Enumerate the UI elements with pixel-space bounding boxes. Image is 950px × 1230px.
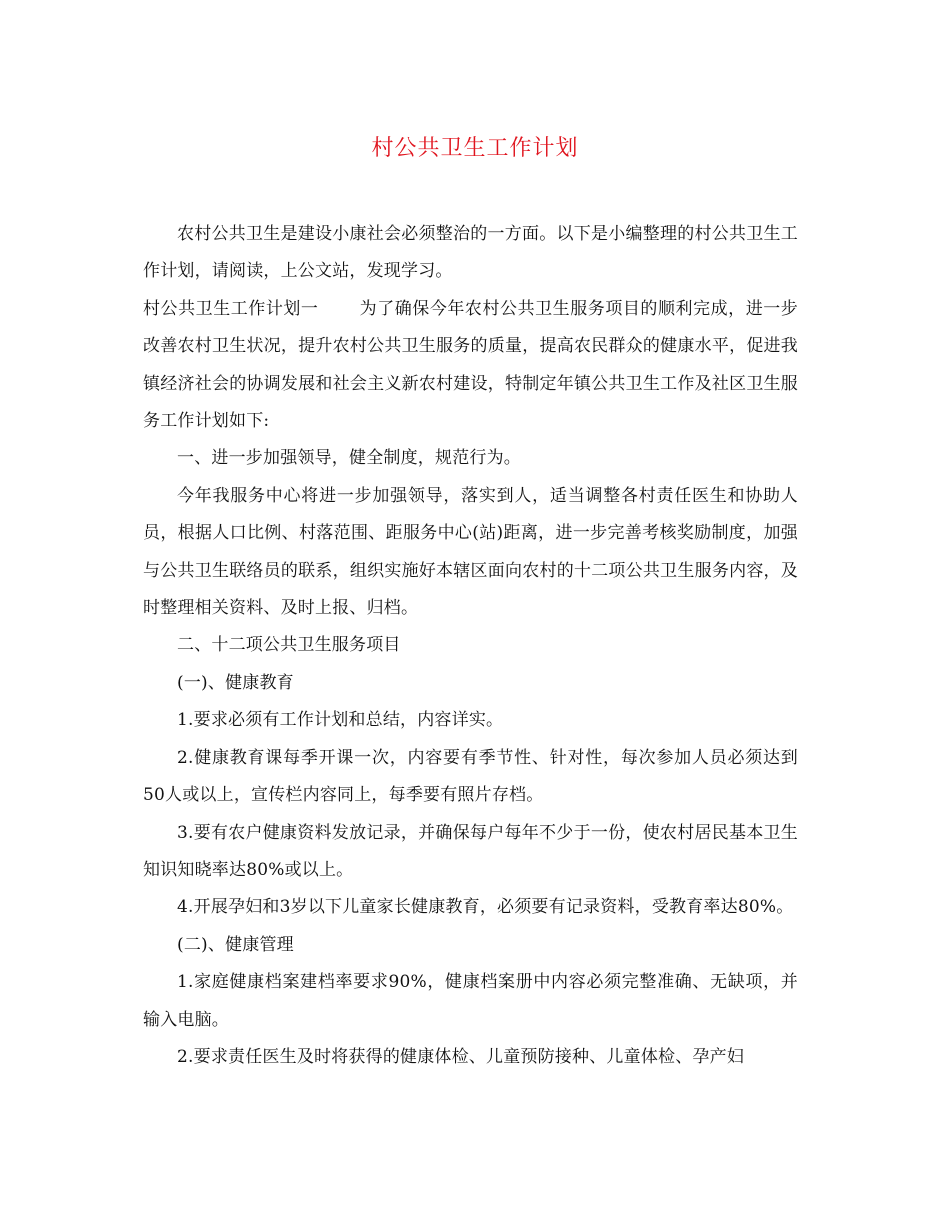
list-item: 2.要求责任医生及时将获得的健康体检、儿童预防接种、儿童体检、孕产妇 (177, 1046, 745, 1067)
body-paragraph: 今年我服务中心将进一步加强领导，落实到人，适当调整各村责任医生和协助人员，根据人口比例、村落范围、距服务中心(站)距离，进一步完善考核奖励制度，加强与公共卫生联络员的联系，组织实施好本辖区面向农村的十二项公共卫生服务内容，及时整理相关资料、及时上报、归档。 (143, 485, 798, 619)
plan-paragraph (143, 291, 798, 441)
list-item: 3.要有农户健康资料发放记录，并确保每户每年不少于一份，使农村居民基本卫生知识知晓率达80%或以上。 (143, 822, 798, 880)
list-item: 2.健康教育课每季开课一次，内容要有季节性、针对性，每次参加人员必须达到50人或以上，宣传栏内容同上，每季要有照片存档。 (143, 747, 798, 806)
list-item: 1.要求必须有工作计划和总结，内容详实。 (177, 710, 504, 731)
document-body (143, 216, 798, 1076)
section-heading: 二、十二项公共卫生服务项目 (177, 635, 401, 656)
list-item: 4.开展孕妇和3岁以下儿童家长健康教育，必须要有记录资料，受教育率达80%。 (177, 897, 794, 918)
document-title: 村公共卫生工作计划 (371, 136, 579, 161)
subsection-heading: (二)、健康管理 (177, 934, 294, 955)
intro-paragraph: 农村公共卫生是建设小康社会必须整治的一方面。以下是小编整理的村公共卫生工作计划，请阅读，上公文站，发现学习。 (143, 224, 798, 282)
body-paragraph: 一、进一步加强领导，健全制度，规范行为。 (177, 448, 521, 469)
list-item: 1.家庭健康档案建档率要求90%，健康档案册中内容必须完整准确、无缺项，并输入电脑。 (143, 972, 798, 1030)
plan-intro-text: 为了确保今年农村公共卫生服务项目的顺利完成，进一步改善农村卫生状况，提升农村公共卫生服务的质量，提高农民群众的健康水平，促进我镇经济社会的协调发展和社会主义新农村建设，特制定年镇公共卫生工作及社区卫生服务工作计划如下: (143, 298, 799, 432)
plan-label: 村公共卫生工作计划一 (143, 298, 319, 319)
subsection-heading: (一)、健康教育 (177, 672, 294, 693)
